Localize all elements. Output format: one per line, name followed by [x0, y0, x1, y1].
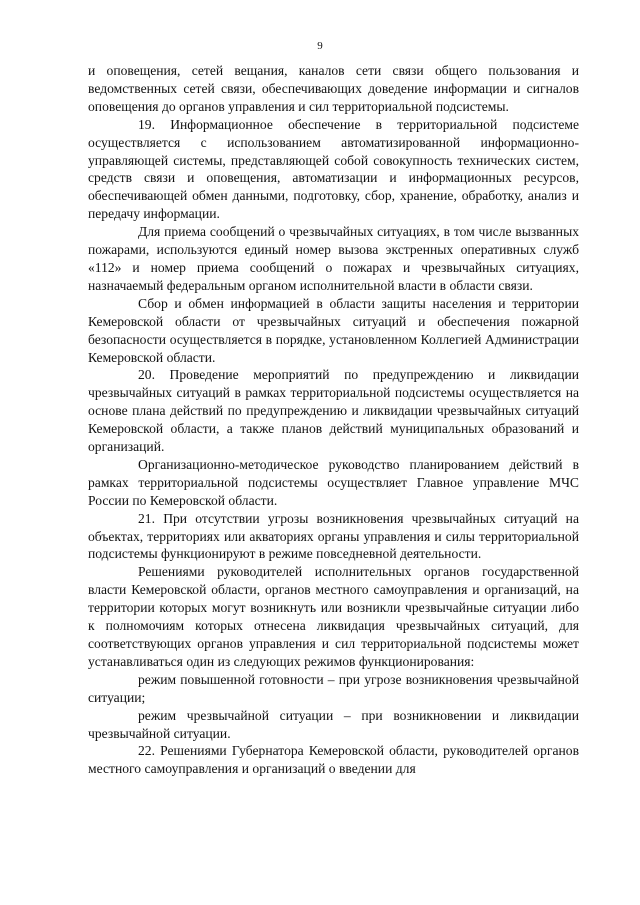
- page-number: 9: [317, 40, 323, 52]
- document-body: [88, 62, 579, 778]
- paragraph-item-22: 22. Решениями Губернатора Кемеровской области, руководителей органов местного самоуправления и организаций о введении для: [88, 743, 579, 777]
- paragraph-information-exchange: Сбор и обмен информацией в области защиты населения и территории Кемеровской области от чрезвычайных ситуаций и обеспечения пожарной безопасности осуществляется в порядке, установленном Коллегией Администрации Кемеровской области.: [88, 295, 579, 365]
- paragraph-decisions: Решениями руководителей исполнительных органов государственной власти Кемеровской области, органов местного самоуправления и организаций, на территории которых могут возникнуть или возникли чрезвычайные ситуации либо к полномочиям которых отнесена ликвидация чрезвычайных ситуаций, для соответствующих органов управления и сил территориальной подсистемы может устанавливаться один из следующих режимов функционирования:: [88, 564, 579, 669]
- paragraph-item-21: 21. При отсутствии угрозы возникновения чрезвычайных ситуаций на объектах, территориях или акваториях органы управления и силы территориальной подсистемы функционируют в режиме повседневной деятельности.: [88, 510, 579, 562]
- paragraph-high-readiness-mode: режим повышенной готовности – при угрозе возникновения чрезвычайной ситуации;: [88, 671, 579, 705]
- paragraph-item-20: 20. Проведение мероприятий по предупреждению и ликвидации чрезвычайных ситуаций в рамках территориальной подсистемы осуществляется на основе плана действий по предупреждению и ликвидации чрезвычайных ситуаций Кемеровской области, а также планов действий муниципальных образований и организаций.: [88, 367, 579, 455]
- paragraph-item-19: 19. Информационное обеспечение в территориальной подсистеме осуществляется с использованием автоматизированной информационно-управляющей системы, представляющей собой совокупность технических систем, средств связи и оповещения, автоматизации и информационных ресурсов, обеспечивающей обмен данными, подготовку, сбор, хранение, обработку, анализ и передачу информации.: [88, 116, 579, 222]
- paragraph-emergency-mode: режим чрезвычайной ситуации – при возникновении и ликвидации чрезвычайной ситуации.: [88, 707, 579, 741]
- paragraph-methodical-guidance: Организационно-методическое руководство планированием действий в рамках территориальной подсистемы осуществляет Главное управление МЧС России по Кемеровской области.: [88, 456, 579, 508]
- paragraph-continuation: и оповещения, сетей вещания, каналов сети связи общего пользования и ведомственных сетей связи, обеспечивающих доведение информации и сигналов оповещения до органов управления и сил территориальной подсистемы.: [88, 63, 579, 114]
- paragraph-emergency-numbers: Для приема сообщений о чрезвычайных ситуациях, в том числе вызванных пожарами, используются единый номер вызова экстренных оперативных служб «112» и номер приема сообщений о пожарах и чрезвычайных ситуациях, назначаемый федеральным органом исполнительной власти в области связи.: [88, 224, 579, 293]
